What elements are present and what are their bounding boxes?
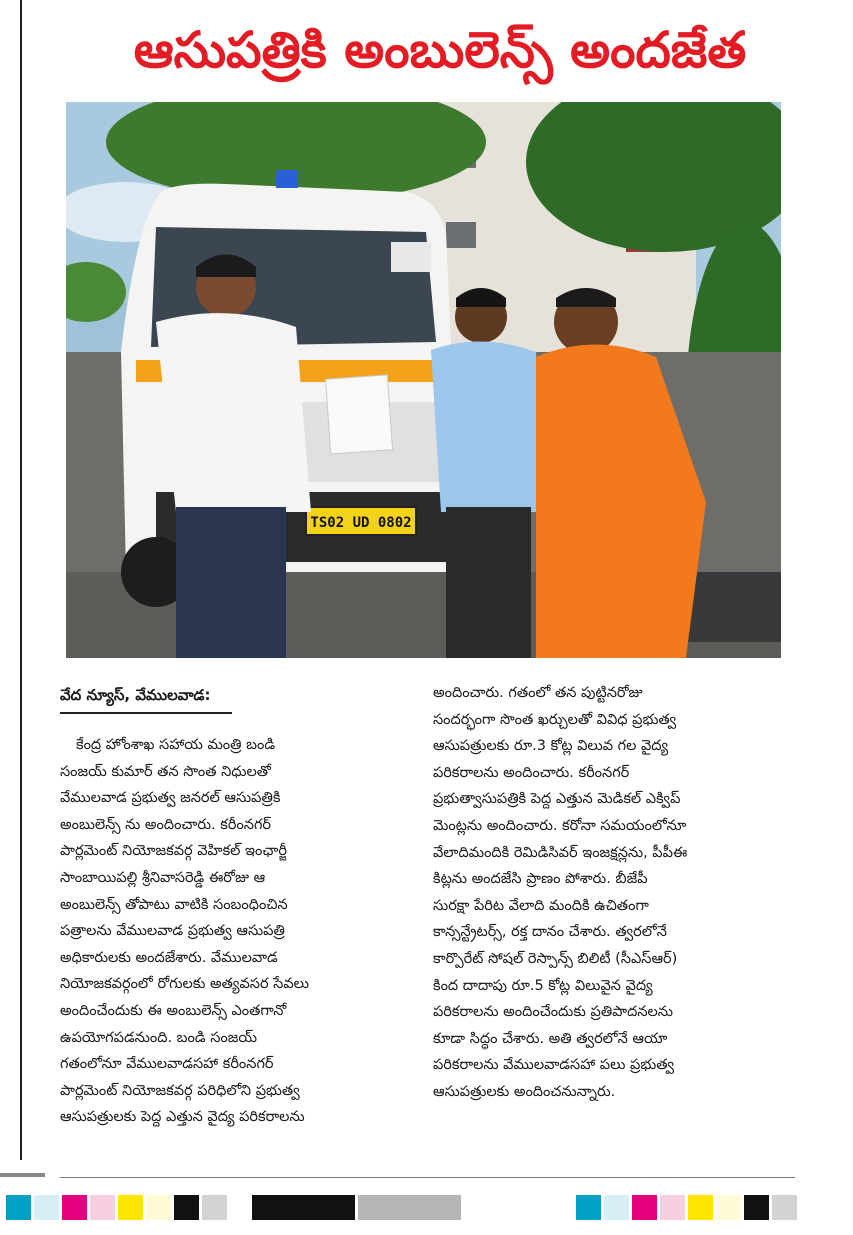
color-swatch <box>716 1195 741 1220</box>
color-swatch <box>202 1195 227 1220</box>
article-line: కేంద్ర హోంశాఖ సహాయ మంత్రి బండి <box>76 737 276 753</box>
article-line: కార్పొరేట్ సోషల్ రెస్పాన్స్ బిలిటీ (సీఎస్ఆర్) <box>433 950 678 967</box>
article-line: పరికరాలను అందించారు. కరీంనగర్ <box>433 764 630 781</box>
article-line: కింద దాదాపు రూ.5 కోట్ల విలువైన వైద్య <box>433 977 653 994</box>
article-line: కాన్సన్ట్రేటర్స్, రక్త దానం చేశారు. త్వరలోనే <box>433 924 667 941</box>
article-line: కూడా సిద్ధం చేశారు. అతి త్వరలోనే ఆయా <box>433 1030 668 1047</box>
color-swatch <box>744 1195 769 1220</box>
color-swatch <box>604 1195 629 1220</box>
color-swatch <box>90 1195 115 1220</box>
article-line: అందించేందుకు ఈ అంబులెన్స్ ఎంతగానో <box>60 1002 287 1019</box>
article-line: ఉపయోగపడనుంది. బండి సంజయ్ <box>60 1029 258 1046</box>
article-line: సంజయ్ కుమార్ తన సొంత నిధులతో <box>60 763 271 780</box>
article-line: పార్లమెంట్ నియోజకవర్గ పరిధిలోని ప్రభుత్వ <box>60 1082 300 1099</box>
color-swatch <box>632 1195 657 1220</box>
color-swatch <box>252 1195 355 1220</box>
article-line: ఆసుపత్రులకు అందించనున్నారు. <box>433 1083 616 1100</box>
article-line: అంబులెన్స్ ను అందించారు. కరీంనగర్ <box>60 816 272 833</box>
page-margin-rule <box>20 0 22 1160</box>
color-swatch <box>174 1195 199 1220</box>
article-line: కిట్లను అందజేసి ప్రాణం పోశారు. బీజేపీ <box>433 871 648 888</box>
article-line: వేములవాడ ప్రభుత్వ జనరల్ ఆసుపత్రికి <box>60 790 281 807</box>
color-swatch <box>358 1195 461 1220</box>
color-swatch <box>660 1195 685 1220</box>
color-swatch <box>146 1195 171 1220</box>
article-line: సురక్షా పేరిట వేలాది మందికి ఉచితంగా <box>433 897 649 914</box>
color-swatch <box>688 1195 713 1220</box>
color-swatch <box>6 1195 31 1220</box>
article-line: పత్రాలను వేములవాడ ప్రభుత్వ ఆసుపత్రి <box>60 923 285 940</box>
article-line: పార్లమెంట్ నియోజకవర్గ వెహికల్ ఇంఛార్జీ <box>60 843 287 860</box>
color-swatch <box>34 1195 59 1220</box>
footer-rule-left <box>0 1173 45 1177</box>
article-line: అందించారు. గతంలో తన పుట్టినరోజు <box>433 685 643 701</box>
article-line: పరికరాలను అందించేందుకు ప్రతిపాదనలను <box>433 1004 673 1021</box>
article-column-left <box>60 732 400 1131</box>
color-swatch <box>118 1195 143 1220</box>
article-line: అధికారులకు అందజేశారు. వేములవాడ <box>60 949 278 966</box>
headline: ఆసుపత్రికి అంబులెన్స్ అందజేత <box>133 21 747 79</box>
article-line: ఆసుపత్రులకు పెద్ద ఎత్తున వైద్య పరికరాలను <box>60 1109 305 1126</box>
article-line: మెంట్లను అందించారు. కరోనా సమయంలోనూ <box>433 817 687 834</box>
article-line: సాంబాయిపల్లి శ్రీనివాసరెడ్డి ఈరోజు ఆ <box>60 869 266 886</box>
article-line: ఆసుపత్రులకు రూ.3 కోట్ల విలువ గల వైద్య <box>433 738 669 755</box>
footer-rule <box>60 1177 795 1178</box>
color-swatch <box>772 1195 797 1220</box>
article-column-right <box>433 680 793 1106</box>
article-line: సందర్భంగా సొంత ఖర్చులతో వివిధ ప్రభుత్వ <box>433 711 677 728</box>
news-photo <box>66 102 781 658</box>
article-line: పరికరాలను వేములవాడసహా పలు ప్రభుత్వ <box>433 1057 675 1074</box>
article-line: అంబులెన్స్ తోపాటు వాటికి సంబంధించిన <box>60 896 288 913</box>
dateline: వేద న్యూస్, వేములవాడ: <box>60 686 211 704</box>
article-line: ప్రభుత్వాసుపత్రికి పెద్ద ఎత్తున మెడికల్ ఎక్విప్ <box>433 791 681 808</box>
article-line: వేలాదిమందికి రెమిడిసివర్ ఇంజక్షన్లను, పీపీఈ <box>433 844 688 861</box>
article-line: గతంలోనూ వేములవాడసహా కరీంనగర్ <box>60 1056 274 1073</box>
article-line: నియోజకవర్గంలో రోగులకు అత్యవసర సేవలు <box>60 976 309 993</box>
license-plate-text: TS02 UD 0802 <box>310 515 412 531</box>
dateline-underline <box>60 712 232 714</box>
color-swatch <box>62 1195 87 1220</box>
color-swatch <box>576 1195 601 1220</box>
